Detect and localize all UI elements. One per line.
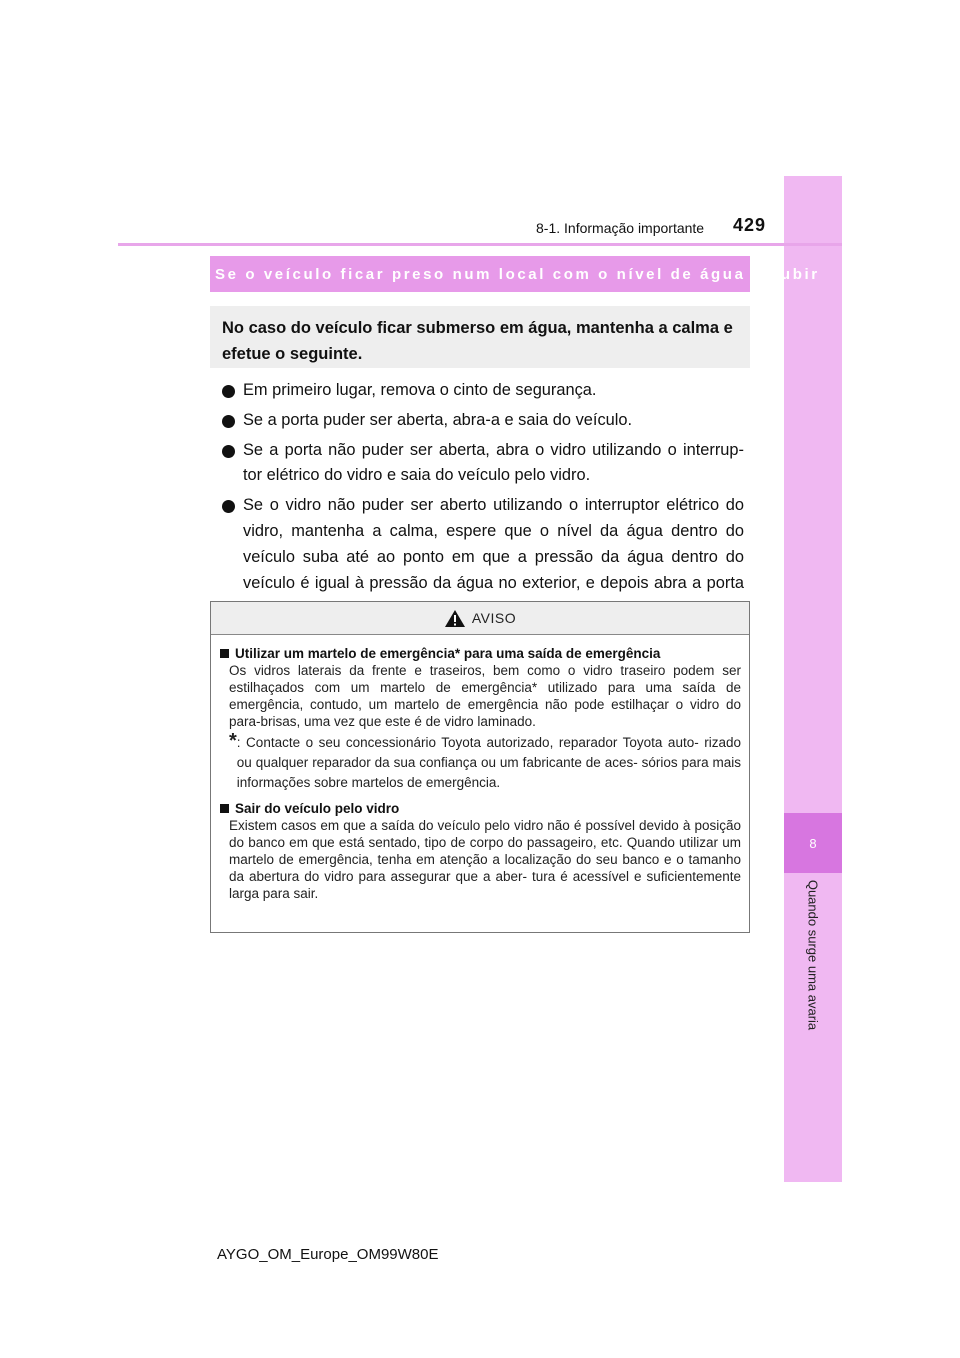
list-item: Se o vidro não puder ser aberto utilizando o interruptor elétrico do vidro, mantenha a calma, espere que o nível da água dentro do veículo suba até ao ponto em que a pressão da água dentro do veículo é igual à pressão da água no exterior, e depois abra a porta bbox=[222, 493, 744, 622]
intro-text: No caso do veículo ficar submerso em água, mantenha a calma e efetue o seguinte. bbox=[222, 319, 733, 363]
chapter-title: Quando surge uma avaria bbox=[805, 879, 821, 1031]
warning-section-title: Sair do veículo pelo vidro bbox=[220, 800, 741, 817]
warning-triangle-icon bbox=[444, 609, 466, 628]
warning-body bbox=[211, 635, 749, 902]
warning-box bbox=[210, 601, 750, 933]
list-item: Se a porta não puder ser aberta, abra o vidro utilizando o interrup- tor elétrico do vidro e saia do veículo pelo vidro. bbox=[222, 438, 744, 490]
page-number: 429 bbox=[733, 215, 767, 235]
header-rule bbox=[118, 243, 842, 246]
bullet-icon bbox=[222, 385, 235, 398]
bullet-list bbox=[222, 378, 744, 626]
footnote bbox=[220, 730, 741, 793]
warning-header bbox=[211, 602, 749, 635]
bullet-icon bbox=[222, 415, 235, 428]
chapter-number: 8 bbox=[784, 813, 842, 873]
footnote-text: : Contacte o seu concessionário Toyota autorizado, reparador Toyota auto- rizado ou qualquer reparador da sua confiança ou um fabricante de aces- sórios para mais informações sobre martelos de emergência. bbox=[236, 735, 741, 790]
list-item: Em primeiro lugar, remova o cinto de segurança. bbox=[222, 378, 744, 404]
section-title: Se o veículo ficar preso num local com o nível de água a subir bbox=[215, 265, 820, 283]
square-bullet-icon bbox=[220, 804, 229, 813]
bullet-icon bbox=[222, 500, 235, 513]
side-tab bbox=[784, 176, 842, 1182]
footer-code: AYGO_OM_Europe_OM99W80E bbox=[217, 1246, 439, 1263]
warning-section-text: Existem casos em que a saída do veículo pelo vidro não é possível devido à posição do banco em que está sentado, tipo de corpo do passageiro, etc. Quando utilizar um martelo de emergência, tenha em atenção a localização do seu banco e o tamanho da abertura do vidro para assegurar que a aber- tura é acessível e suficientemente larga para sair. bbox=[229, 818, 741, 901]
square-bullet-icon bbox=[220, 649, 229, 658]
list-item: Se a porta puder ser aberta, abra-a e saia do veículo. bbox=[222, 408, 744, 434]
warning-label: AVISO bbox=[471, 610, 517, 626]
bullet-icon bbox=[222, 445, 235, 458]
section-heading: 8-1. Informação importante bbox=[536, 220, 705, 236]
intro-box bbox=[210, 306, 750, 368]
warning-section-title: Utilizar um martelo de emergência* para uma saída de emergência bbox=[220, 645, 741, 662]
warning-section-text: Os vidros laterais da frente e traseiros, bem como o vidro traseiro podem ser estilhaçados com um martelo de emergência* utilizado para uma saída de emergência, contudo, um martelo de emergência não pode estilhaçar o vidro do para-brisas, uma vez que este é de vidro laminado. bbox=[229, 663, 741, 729]
footnote-marker: * bbox=[229, 730, 237, 752]
section-title-bar bbox=[210, 256, 820, 292]
